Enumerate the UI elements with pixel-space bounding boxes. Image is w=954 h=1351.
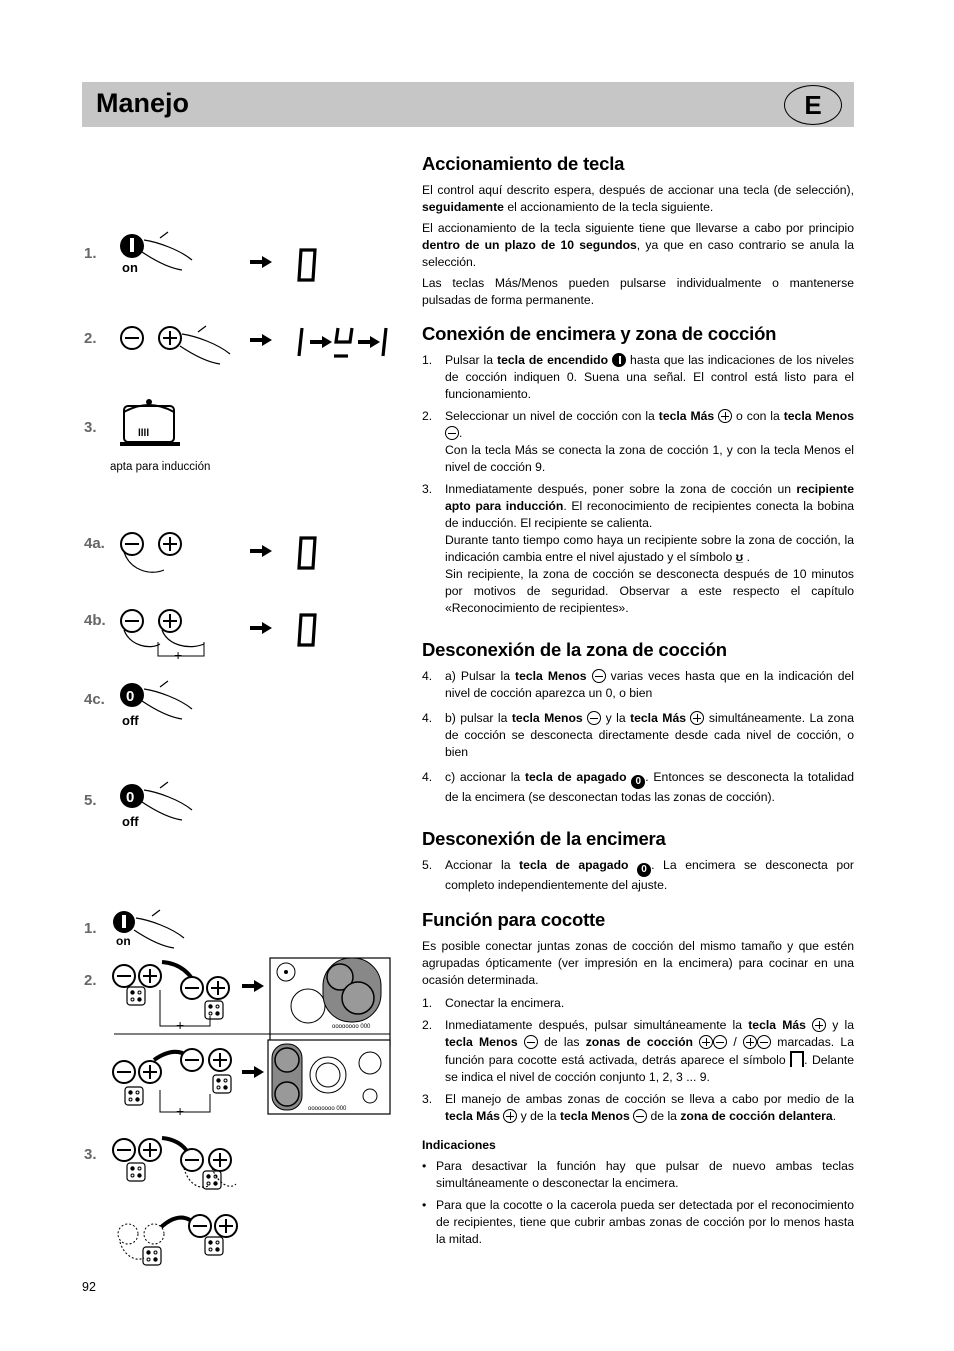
list-item: 2. Inmediatamente después, pulsar simultáneamente la tecla Más y la tecla Menos de las zonas de cocción / marcadas. La función para cocotte está activada, detrás aparece el símbolo . Delante se indica el nivel de cocción conjunto 1, 2, 3 ... 9.: [422, 1018, 855, 1084]
plus-icon: [743, 1035, 757, 1049]
list-item: 4. b) pulsar la tecla Menos y la tecla Más simultáneamente. La zona de cocción se desconecta directamente desde cada nivel de cocción, o bien: [422, 711, 854, 759]
svg-text:llll: llll: [138, 428, 150, 439]
operation-illustrations: [80, 150, 400, 1280]
list-item: 1. Pulsar la tecla de encendido hasta que las indicaciones de los niveles de cocción indiquen 0. Suena una señal. El control está listo para el funcionamiento.: [422, 353, 854, 401]
list-item: 3. Inmediatamente después, poner sobre la zona de cocción un recipiente apto para inducción. El reconocimiento de recipientes conecta la bobina de inducción. El recipiente se calienta. Durante tanto tiempo como haya un recipiente sobre la zona de cocción, la indicación cambia entre el nivel ajustado y el símbolo ʊ̲ . Sin recipiente, la zona de cocción se desconecta después de 10 minutos por motivos de seguridad. Observar a este respecto el capítulo «Reconocimiento de recipientes».: [422, 482, 854, 615]
section-cocotte: [422, 911, 854, 1253]
plus-icon: [812, 1018, 826, 1032]
list-item: 5. Accionar la tecla de apagado 0 . La encimera se desconecta por completo independientemente del ajuste.: [422, 858, 854, 892]
svg-text:+: +: [174, 647, 183, 663]
section-desconexion-encimera: [422, 830, 854, 899]
page-title: Manejo: [96, 88, 190, 118]
page-header: [82, 82, 854, 127]
power-off-icon: 0: [631, 775, 645, 789]
section-accionamiento: [422, 155, 854, 313]
minus-icon: [633, 1109, 647, 1123]
svg-text:2.: 2.: [84, 972, 97, 989]
paragraph: Las teclas Más/Menos pueden pulsarse individualmente o mantenerse pulsadas de forma permanente.: [422, 276, 854, 307]
section-title: Conexión de encimera y zona de cocción: [422, 323, 777, 344]
svg-text:5.: 5.: [84, 792, 97, 809]
bullet-item: • Para desactivar la función hay que pulsar de nuevo ambas teclas simultáneamente o desconectar la encimera.: [422, 1159, 854, 1190]
svg-text:oooooooo 000: oooooooo 000: [332, 1024, 371, 1030]
minus-icon: [524, 1035, 538, 1049]
svg-text:oooooooo 000: oooooooo 000: [308, 1106, 347, 1112]
notes-title: Indicaciones: [422, 1138, 496, 1152]
list-item: 1. Conectar la encimera.: [422, 996, 565, 1010]
svg-text:3.: 3.: [84, 419, 97, 436]
list-item: 4. c) accionar la tecla de apagado 0 . Entonces se desconecta la totalidad de la encimera (se desconectan todas las zonas de cocción).: [422, 770, 854, 804]
minus-icon: [587, 711, 601, 725]
list-item: 2. Seleccionar un nivel de cocción con la tecla Más o con la tecla Menos . Con la tecla Más se conecta la zona de cocción 1, y con la tecla Menos el nivel de cocción 9.: [422, 409, 854, 474]
svg-text:4a.: 4a.: [84, 535, 105, 552]
step-label: 1.: [84, 245, 97, 262]
power-on-icon: [612, 353, 626, 367]
paragraph: Es posible conectar juntas zonas de cocción del mismo tamaño y que estén agrupadas ópticamente (ver impresión en la encimera) para cocinar en una ocasión determinada.: [422, 939, 854, 987]
power-off-icon: 0: [637, 863, 651, 877]
svg-text:1.: 1.: [84, 920, 97, 937]
section-title: Desconexión de la zona de cocción: [422, 639, 727, 660]
minus-icon: [592, 669, 606, 683]
plus-icon: [699, 1035, 713, 1049]
svg-text:2.: 2.: [84, 330, 97, 347]
section-title: Desconexión de la encimera: [422, 828, 666, 849]
svg-text:on: on: [122, 260, 138, 275]
language-badge: E: [784, 85, 842, 125]
svg-text:+: +: [176, 1103, 185, 1119]
section-desconexion-zona: [422, 641, 854, 811]
svg-text:on: on: [116, 934, 131, 948]
svg-text:3.: 3.: [84, 1146, 97, 1163]
section-conexion: [422, 325, 854, 622]
pan-symbol-icon: ʊ̲: [735, 550, 744, 564]
svg-text:off: off: [122, 713, 139, 728]
plus-icon: [503, 1109, 517, 1123]
svg-text:off: off: [122, 814, 139, 829]
list-item: 3. El manejo de ambas zonas de cocción se lleva a cabo por medio de la tecla Más y de la tecla Menos de la zona de cocción delantera.: [422, 1092, 854, 1123]
cocotte-symbol-icon: [790, 1051, 804, 1067]
minus-icon: [445, 426, 459, 440]
page-number: 92: [82, 1280, 96, 1294]
bullet-item: • Para que la cocotte o la cacerola pueda ser detectada por el reconocimiento de recipientes, tiene que cubrir ambas zonas de cocción por lo menos hasta la mitad.: [422, 1198, 854, 1246]
paragraph: El accionamiento de la tecla siguiente tiene que llevarse a cabo por principio dentro de un plazo de 10 segundos, ya que en caso contrario se anula la selección.: [422, 221, 854, 269]
minus-icon: [757, 1035, 771, 1049]
svg-text:0: 0: [126, 789, 135, 806]
plus-icon: [690, 711, 704, 725]
svg-text:4c.: 4c.: [84, 691, 105, 708]
plus-icon: [718, 409, 732, 423]
minus-icon: [713, 1035, 727, 1049]
section-title: Función para cocotte: [422, 909, 606, 930]
svg-text:+: +: [176, 1017, 185, 1033]
list-item: 4. a) Pulsar la tecla Menos varias veces hasta que en la indicación del nivel de cocción aparezca un 0, o bien: [422, 669, 855, 700]
paragraph: El control aquí descrito espera, después de accionar una tecla (de selección), seguidamente el accionamiento de la tecla siguiente.: [422, 183, 854, 214]
section-title: Accionamiento de tecla: [422, 153, 625, 174]
svg-text:4b.: 4b.: [84, 612, 106, 629]
svg-text:apta para inducción: apta para inducción: [110, 461, 211, 473]
svg-text:0: 0: [126, 688, 135, 705]
